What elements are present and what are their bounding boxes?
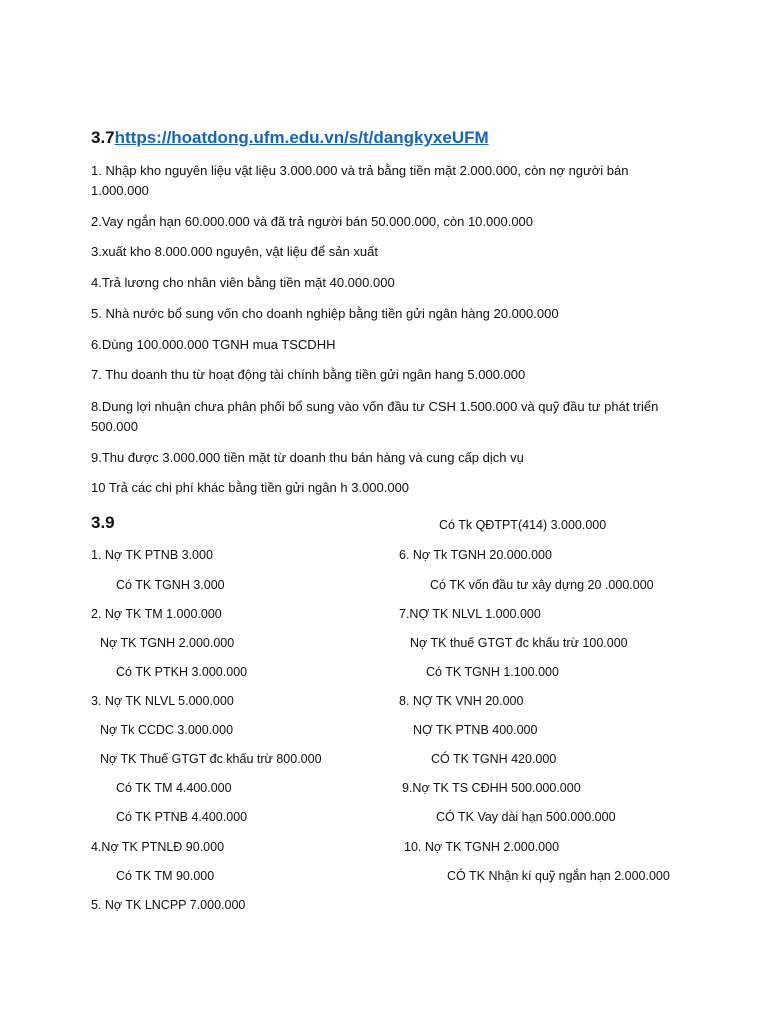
entry-left-7: Nợ Tk CCDC 3.000.000 (100, 723, 234, 737)
entry-right-2: Có TK vốn đầu tư xây dựng 20 .000.000 (430, 578, 654, 592)
entry-left-9: Có TK TM 4.400.000 (116, 781, 232, 795)
entry-right-11: 10. Nợ TK TGNH 2.000.000 (404, 840, 560, 854)
exercise-item-3: 3.xuất kho 8.000.000 nguyên, vật liệu để sản xuất (91, 244, 378, 259)
entry-left-3: 2. Nợ TK TM 1.000.000 (91, 607, 222, 621)
entry-left-10: Có TK PTNB 4.400.000 (116, 810, 248, 824)
entry-right-4: Nợ TK thuế GTGT đc khấu trừ 100.000 (410, 636, 628, 650)
exercise-item-8: 8.Dung lợi nhuận chưa phân phối bổ sung vào vốn đầu tư CSH 1.500.000 và quỹ đầu tư phát triển 500.000 (91, 399, 659, 434)
exercise-item-2: 2.Vay ngắn hạn 60.000.000 và đã trả người bán 50.000.000, còn 10.000.000 (91, 214, 534, 229)
exercise-item-6: 6.Dùng 100.000.000 TGNH mua TSCDHH (91, 337, 336, 352)
entry-left-8: Nợ TK Thuế GTGT đc khấu trừ 800.000 (100, 752, 322, 766)
entry-right-8: CÓ TK TGNH 420.000 (431, 752, 557, 766)
entry-right-9: 9.Nợ TK TS CĐHH 500.000.000 (402, 781, 581, 795)
entry-right-3: 7.NỢ TK NLVL 1.000.000 (399, 607, 541, 621)
exercise-item-7: 7. Thu doanh thu từ hoạt động tài chính bằng tiền gửi ngân hang 5.000.000 (91, 367, 526, 382)
section-3-7-heading (91, 128, 489, 148)
exercise-item-5: 5. Nhà nước bổ sung vốn cho doanh nghiệp bằng tiền gửi ngân hàng 20.000.000 (91, 306, 559, 321)
entry-left-4: Nợ TK TGNH 2.000.000 (100, 636, 235, 650)
entry-right-7: NỢ TK PTNB 400.000 (413, 723, 538, 737)
entry-right-10: CÓ TK Vay dài hạn 500.000.000 (436, 810, 616, 824)
section-3-7-number: 3.7 (91, 128, 115, 147)
entry-left-1: 1. Nợ TK PTNB 3.000 (91, 548, 213, 562)
entry-right-1: 6. Nợ Tk TGNH 20.000.000 (399, 548, 552, 562)
entry-left-12: Có TK TM 90.000 (116, 869, 215, 883)
registration-link[interactable]: https://hoatdong.ufm.edu.vn/s/t/dangkyxeUFM (114, 128, 489, 147)
entry-left-6: 3. Nợ TK NLVL 5.000.000 (91, 694, 234, 708)
entry-left-2: Có TK TGNH 3.000 (116, 578, 225, 592)
entry-left-5: Có TK PTKH 3.000.000 (116, 665, 248, 679)
exercise-item-9: 9.Thu được 3.000.000 tiền mặt từ doanh thu bán hàng và cung cấp dịch vụ (91, 450, 524, 465)
exercise-item-1: 1. Nhập kho nguyên liệu vật liệu 3.000.000 và trả bằng tiền mặt 2.000.000, còn nợ người bán 1.000.000 (91, 163, 629, 198)
entry-right-6: 8. NỢ TK VNH 20.000 (399, 694, 524, 708)
entry-left-11: 4.Nợ TK PTNLĐ 90.000 (91, 840, 225, 854)
exercise-item-10: 10 Trả các chi phí khác bằng tiền gửi ngân h 3.000.000 (91, 480, 410, 495)
entry-right-5: Có TK TGNH 1.100.000 (426, 665, 559, 679)
entry-right-top: Có Tk QĐTPT(414) 3.000.000 (439, 518, 607, 532)
entry-left-13: 5. Nợ TK LNCPP 7.000.000 (91, 898, 246, 912)
section-3-9-heading: 3.9 (91, 513, 115, 532)
entry-right-12: CÓ TK Nhận kí quỹ ngắn hạn 2.000.000 (447, 869, 670, 883)
exercise-item-4: 4.Trả lương cho nhân viên bằng tiền mặt 40.000.000 (91, 275, 395, 290)
